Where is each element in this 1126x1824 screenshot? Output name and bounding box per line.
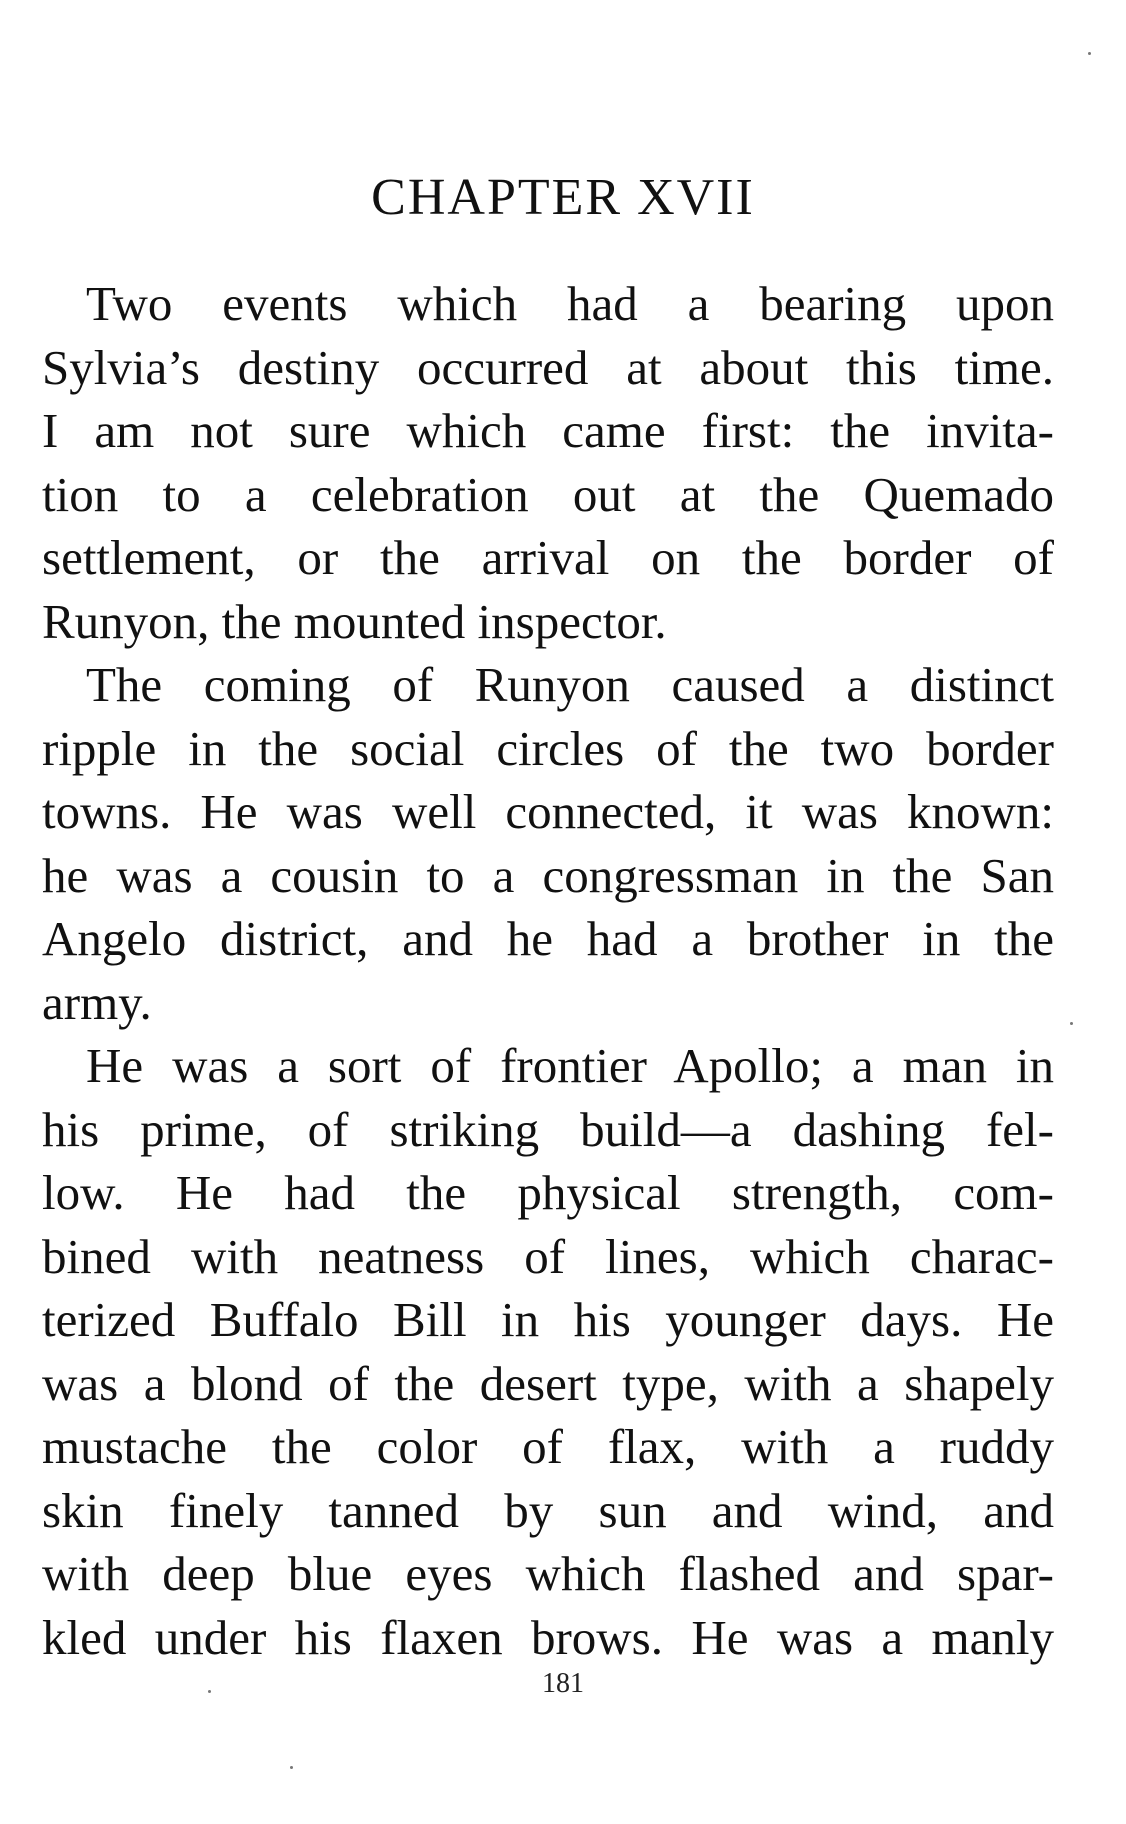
text-line: was a blond of the desert type, with a shapely <box>42 1355 1054 1411</box>
text-line: terized Buffalo Bill in his younger days. He <box>42 1292 1054 1347</box>
text-line: with deep blue eyes which flashed and spar- <box>42 1546 1054 1601</box>
text-line: his prime, of striking build—a dashing fel- <box>42 1101 1054 1157</box>
page-number: 181 <box>542 1668 584 1699</box>
text-line: I am not sure which came first: the invita- <box>42 403 1054 458</box>
text-line: army. <box>42 974 152 1030</box>
text-line: settlement, or the arrival on the border of <box>42 530 1054 585</box>
text-line: towns. He was well connected, it was known: <box>42 784 1054 839</box>
text-line: he was a cousin to a congressman in the San <box>42 847 1054 903</box>
text-line: ripple in the social circles of the two border <box>42 720 1054 776</box>
text-line: Runyon, the mounted inspector. <box>42 593 667 649</box>
text-line: kled under his flaxen brows. He was a manly <box>42 1609 1054 1665</box>
text-line: Sylvia’s destiny occurred at about this time. <box>42 339 1054 395</box>
text-line: bined with neatness of lines, which charac- <box>42 1228 1054 1284</box>
text-line: Angelo district, and he had a brother in the <box>42 911 1054 966</box>
text-line: mustache the color of flax, with a ruddy <box>42 1419 1054 1474</box>
scan-speck <box>208 1690 211 1693</box>
scan-speck <box>290 1766 293 1769</box>
text-line: Two events which had a bearing upon <box>86 276 1054 331</box>
text-line: low. He had the physical strength, com- <box>42 1165 1054 1220</box>
chapter-title: CHAPTER XVII <box>371 169 755 226</box>
scan-speck <box>1088 52 1091 55</box>
text-line: He was a sort of frontier Apollo; a man in <box>86 1038 1054 1093</box>
text-line: The coming of Runyon caused a distinct <box>86 657 1054 712</box>
text-line: skin finely tanned by sun and wind, and <box>42 1482 1054 1538</box>
scan-speck <box>1070 1022 1073 1025</box>
text-line: tion to a celebration out at the Quemado <box>42 466 1054 522</box>
body-text <box>42 272 1054 1669</box>
